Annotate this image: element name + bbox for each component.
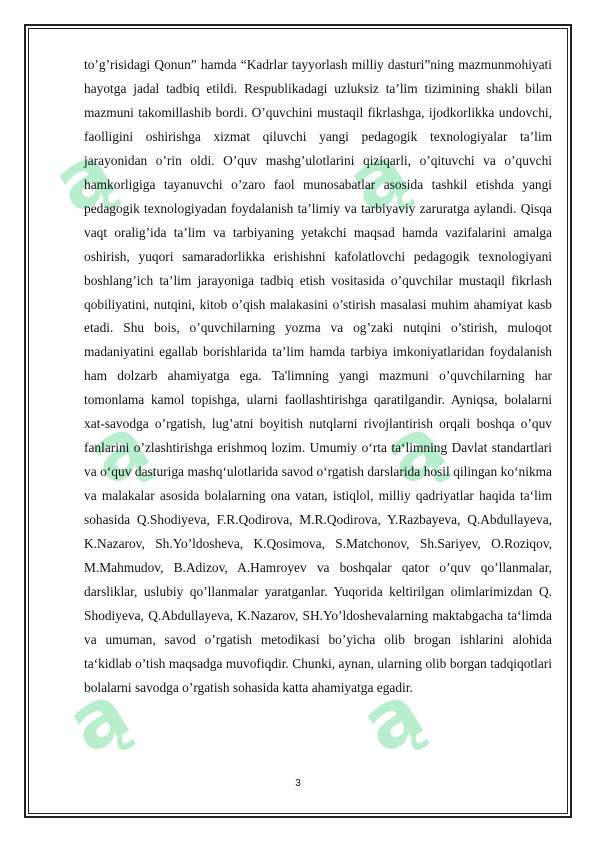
watermark-logo: ą [368, 398, 461, 504]
body-paragraph: to’g’risidagi Qonun” hamda “Kadrlar tayyorlash milliy dasturi”ning mazmunmohiyati hayotga jadal tadbiq etildi. Respublikadagi uzluksiz ta’lim tizimining shakli bilan mazmuni takomillashib bordi. O’quvchini mustaqil fikrlashga, ijodkorlikka undovchi, faolligini oshirishga xizmat qiluvchi yangi pedagogik texnologiyalar ta’lim jarayonidan o’rin oldi. O’quv mashg’ulotlarini qiziqarli, o’qituvchi va o’quvchi hamkorligiga tayanuvchi o’zaro faol munosabatlar asosida tashkil etishda yangi pedagogik texnologiyadan foydalanish ta’limiy va tarbiyaviy zaruratga aylandi. Qisqa vaqt oralig’ida ta’lim va tarbiyaning yetakchi maqsad hamda vazifalarini amalga oshirish, yuqori samaradorlikka erishishni kafolatlovchi pedagogik texnologiyani boshlang’ich ta’lim jarayoniga tadbiq etish vositasida o’quvchilar mustaqil fikrlash qobiliyatini, nutqini, kitob o’qish malakasini o’stirish masalasi muhim ahamiyat kasb etadi. Shu bois, o’quvchilarning yozma va og’zaki nutqini o’stirish, muloqot madaniyatini egallab borishlarida ta’lim hamda tarbiya imkoniyatlaridan foydalanish ham dolzarb ahamiyatga ega. Ta'limning yangi mazmuni o’quvchilarning har tomonlama kamol topishga, ularni faollashtirishga qaratilgandir. Ayniqsa, bolalarni xat-savodga o’rgatish, lug’atni boyitish nutqlarni rivojlantirish orqali boshqa o’quv fanlarini o’zlashtirishga erishmoq lozim. Umumiy o‘rta ta‘limning Davlat standartlari va o‘quv dasturiga mashq‘ulotlarida savod o‘rgatish darslarida hosil qilingan ko‘nikma va malakalar asosida bolalarning ona vatan, istiqlol, milliy qadriyatlar haqida ta‘lim sohasida Q.Shodiyeva, F.R.Qodirova, M.R.Qodirova, Y.Razbayeva, Q.Abdullayeva, K.Nazarov, Sh.Yo’ldosheva, K.Qosimova, S.Matchonov, Sh.Sariyev, O.Roziqov, M.Mahmudov, B.Adizov, A.Hamroyev va boshqalar qator o’quv qo’llanmalar, darsliklar, uslubiy qo’llanmalar yaratganlar. Yuqorida keltirilgan olimlarimizdan Q. Shodiyeva, Q.Abdullayeva, K.Nazarov, SH.Yo’ldoshevalarning maktabgacha ta‘limda va umuman, savod o’rgatish metodikasi bo’yicha olib brogan ishlarini alohida ta‘kidlab o’tish maqsadga muvofiqdir. Chunki, aynan, ularning olib borgan tadqiqotlari bolalarni savodga o’rgatish sohasida katta ahamiyatga egadir. [84, 57, 552, 695]
page-number: 3 [295, 778, 301, 789]
watermark-logo: ą [346, 666, 439, 772]
watermark-logo: ą [52, 666, 145, 772]
watermark-logo: ą [332, 126, 425, 232]
watermark-logo: ą [38, 126, 131, 232]
watermark-logo: ą [72, 398, 165, 504]
